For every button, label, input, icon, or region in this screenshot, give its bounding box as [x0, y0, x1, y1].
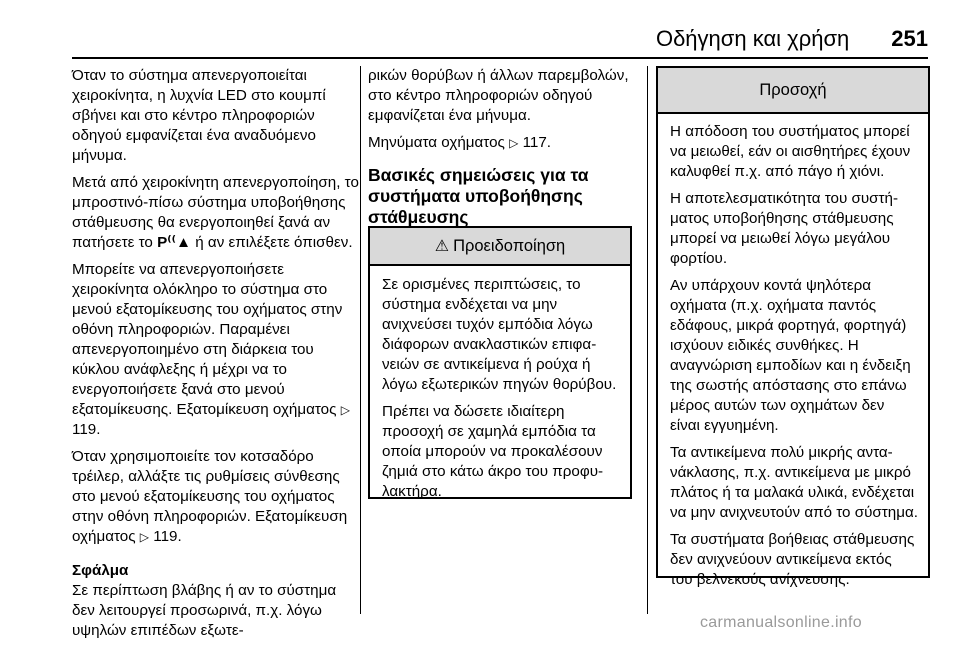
paragraph: Όταν το σύστημα απενεργοποιείται χειροκίνητα, η λυχνία LED στο κουμπί σβήνει και στο κέντρο πληροφοριών οδηγού εμφανίζεται ένα αναδυόμενο μήνυμα.	[72, 67, 326, 164]
warning-box	[368, 226, 632, 499]
paragraph: Μπορείτε να απενεργοποιήσετε χειροκίνητα ολόκληρο το σύστημα στο μενού εξατομίκευσης του οχήματος στην οθόνη πληροφοριών. Παραμένει απενεργοποιημένο στη διάρκεια του κύκλου ανάφλεξης ή μέχρι να το ενεργοποιήσετε ξανά στο μενού εξατομίκευσης. Εξατομίκευση οχήματος ▷ 119.	[72, 261, 350, 438]
warning-box-header	[370, 228, 630, 266]
paragraph: ρικών θορύβων ή άλλων παρεμβολών, στο κέντρο πληροφοριών οδηγού εμφανίζεται ένα μήνυμα.	[368, 67, 629, 124]
paragraph: Μετά από χειροκίνητη απενεργοποίηση, το μπροστινό-πίσω σύστημα υποβοήθησης στάθμευσης θα ενεργοποιηθεί ξανά αν πατήσετε το P⁽⁽▲ ή αν επιλέξετε όπισθεν.	[72, 174, 359, 251]
page-reference[interactable]: 117.	[522, 134, 551, 151]
warning-triangle-icon: ⚠	[434, 238, 450, 255]
paragraph: Η απόδοση του συστήματος μπορεί να μειωθεί, εάν οι αισθητήρες έχουν καλυφθεί π.χ. από πάγο ή χιόνι.	[670, 123, 911, 180]
page-reference-icon: ▷	[340, 403, 350, 417]
paragraph: Όταν χρησιμοποιείτε τον κοτσαδόρο τρέιλερ, αλλάξτε τις ρυθμίσεις σύνθεσης στο μενού εξατομίκευσης του οχήματος στην οθόνη πληροφοριών. Εξατομίκευση οχήματος ▷ 119.	[72, 448, 348, 545]
paragraph: Μηνύματα οχήματος ▷ 117.	[368, 134, 551, 151]
warning-title: Προειδοποίηση	[453, 236, 566, 255]
column-left	[72, 66, 362, 648]
paragraph: Σε περίπτωση βλάβης ή αν το σύστημα δεν λειτουργεί προσωρινά, π.χ. λόγω υψηλών επιπέδων εξωτε-	[72, 582, 337, 639]
section-heading: Βασικές σημειώσεις για τα συστήματα υποβοήθησης στάθμευσης	[368, 165, 589, 227]
fault-heading: Σφάλμα	[72, 562, 129, 579]
header-rule	[72, 57, 928, 59]
caution-box-body	[658, 114, 928, 590]
caution-box	[656, 66, 930, 588]
paragraph: Τα συστήματα βοήθειας στάθμευσης δεν ανιχνεύουν αντικείμενα εκτός του βελνεκούς ανίχνευσης.	[670, 531, 915, 588]
watermark: carmanualsonline.info	[700, 614, 862, 631]
paragraph: Η αποτελεσματικότητα του συστήματος υποβοήθησης στάθμευσης μπορεί να μειωθεί λόγω μεγάλου φορτίου.	[670, 190, 899, 267]
column-divider	[360, 66, 361, 614]
caution-title: Προσοχή	[759, 80, 827, 99]
paragraph: Αν υπάρχουν κοντά ψηλότερα οχήματα (π.χ. οχήματα παντός εδάφους, μικρά φορτηγά, φορτηγά) ισχύουν ειδικές συνθήκες. Η αναγνώριση εμποδίων και η ένδειξη της σωστής απόστασης στο επάνω μέρος αυτών των οχημάτων δεν είναι εγγυημένη.	[670, 277, 911, 434]
paragraph: Τα αντικείμενα πολύ μικρής αντανάκλασης, π.χ. αντικείμενα με μικρό πλάτος ή τα μαλακά υλικά, ενδέχεται να μην ανιχνευτούν από το σύστημα.	[670, 444, 918, 521]
caution-box-header	[658, 68, 928, 114]
warning-box-body	[370, 266, 630, 502]
column-middle	[368, 66, 636, 238]
paragraph: Σε ορισμένες περιπτώσεις, το σύστημα ενδέχεται να μην ανιχνεύσει τυχόν εμπόδια λόγω διάφορων ανακλαστικών επιφανειών σε αντικείμενα ή ρούχα ή λόγω εξωτερικών πηγών θορύβου.	[382, 276, 617, 393]
page-reference[interactable]: 119.	[153, 528, 182, 545]
page-reference-icon: ▷	[509, 136, 519, 150]
page-section-title: Οδήγηση και χρήση	[655, 26, 850, 51]
page-header	[72, 22, 928, 52]
page-reference[interactable]: 119.	[72, 421, 101, 438]
page-reference-icon: ▷	[139, 530, 150, 544]
park-assist-button-icon: P⁽⁽▲	[157, 234, 192, 251]
page-number: 251	[891, 26, 928, 51]
paragraph: Πρέπει να δώσετε ιδιαίτερη προσοχή σε χαμηλά εμπόδια τα οποία μπορούν να προκαλέσουν ζημιά στο κάτω άκρο του προφυλακτήρα.	[382, 403, 604, 500]
column-divider	[647, 66, 648, 614]
